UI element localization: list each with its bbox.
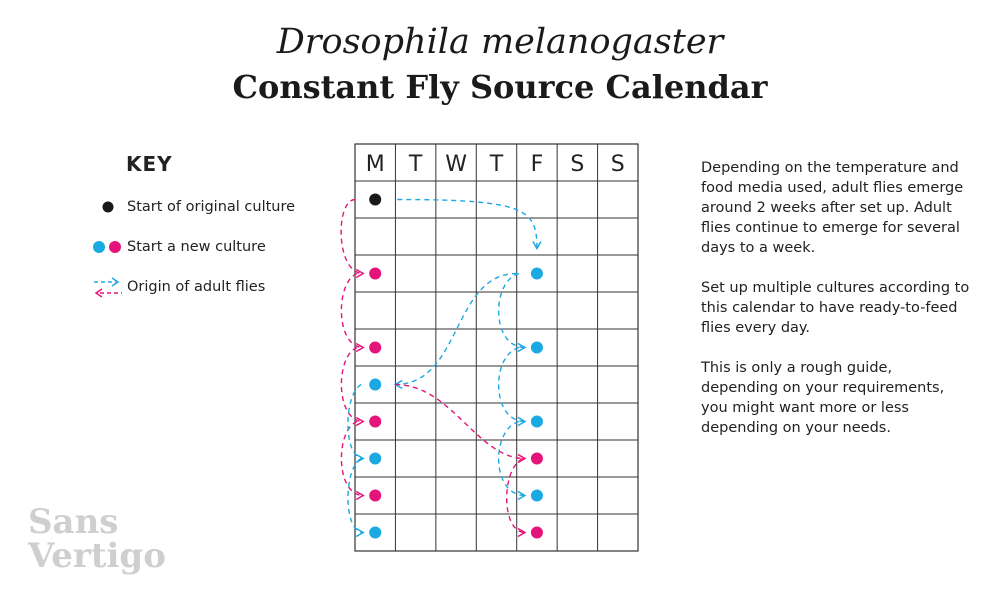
day-label: F: [530, 152, 544, 177]
culture-dot-magenta: [531, 453, 543, 465]
culture-dot-original: [369, 194, 381, 206]
origin-arrow: [499, 422, 525, 496]
culture-dot-cyan: [531, 490, 543, 502]
description-paragraph-2: Set up multiple cultures according to this calendar to have ready-to-feed flies every day.: [701, 280, 970, 336]
logo-line-1: Sans: [28, 502, 119, 542]
title-calendar: Constant Fly Source Calendar: [232, 68, 768, 106]
description-paragraph-3: This is only a rough guide, depending on your requirements, you might want more or less depending on your needs.: [701, 360, 945, 436]
day-label: S: [610, 152, 625, 177]
culture-dot-magenta: [369, 416, 381, 428]
day-label: T: [489, 152, 504, 177]
culture-dot-cyan: [531, 342, 543, 354]
key-heading: KEY: [126, 152, 173, 176]
sans-vertigo-logo: [28, 502, 166, 576]
key-label-original: Start of original culture: [127, 199, 296, 215]
description-panel: [701, 158, 971, 458]
day-label: M: [365, 152, 385, 177]
key-label-origin: Origin of adult flies: [127, 279, 266, 295]
origin-arrow: [395, 385, 525, 459]
culture-dot-magenta: [369, 342, 381, 354]
origin-arrow: [341, 274, 363, 348]
origin-arrow: [499, 348, 525, 422]
culture-dot-magenta: [369, 268, 381, 280]
culture-dot-cyan: [531, 416, 543, 428]
day-label: W: [445, 152, 467, 177]
culture-dot-magenta: [531, 527, 543, 539]
culture-dot-cyan: [369, 527, 381, 539]
day-label: S: [570, 152, 585, 177]
origin-arrow: [499, 274, 525, 348]
key-label-new-culture: Start a new culture: [127, 239, 266, 255]
culture-dot-magenta: [369, 490, 381, 502]
day-label: T: [408, 152, 423, 177]
culture-dot-cyan: [369, 379, 381, 391]
origin-arrow: [341, 200, 363, 274]
origin-arrow: [397, 200, 537, 249]
culture-dot-cyan: [369, 453, 381, 465]
title-species: Drosophila melanogaster: [276, 22, 724, 62]
culture-dot-cyan: [531, 268, 543, 280]
description-paragraph-1: Depending on the temperature and food media used, adult flies emerge around 2 weeks after set up. Adult flies continue to emerge for several days to a week.: [701, 160, 964, 256]
logo-line-2: Vertigo: [28, 536, 166, 576]
